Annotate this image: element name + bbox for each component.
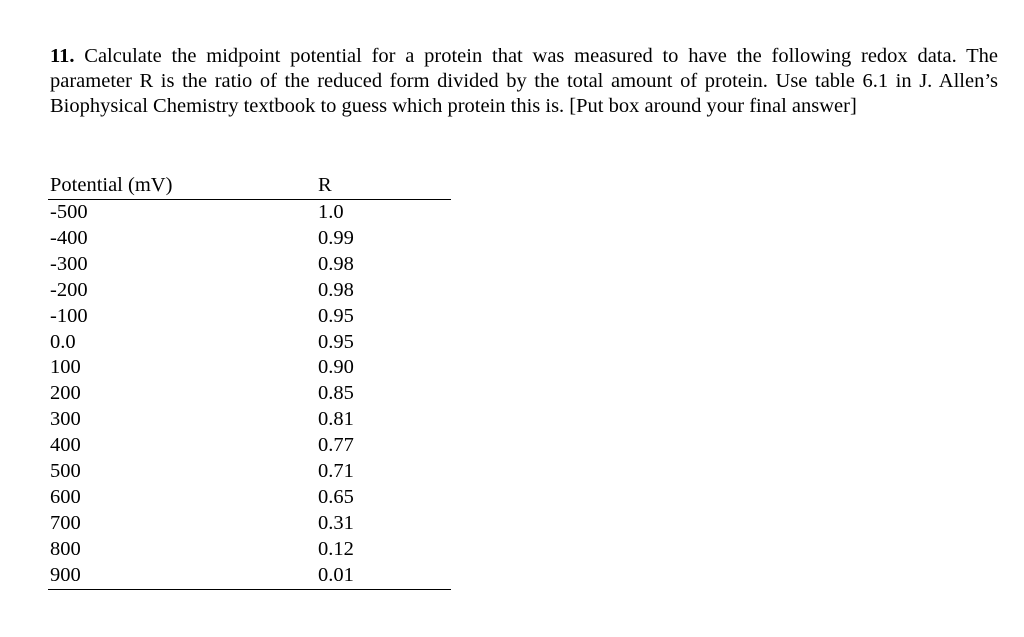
question-number: 11. xyxy=(50,45,75,67)
r-cell: 0.12 xyxy=(318,537,354,560)
table-row xyxy=(48,330,451,356)
potential-cell: -500 xyxy=(50,201,88,223)
r-cell: 0.71 xyxy=(318,460,354,483)
potential-cell: 900 xyxy=(48,563,318,589)
potential-cell: -400 xyxy=(50,226,88,249)
r-cell: 0.95 xyxy=(318,330,354,353)
redox-data-table xyxy=(48,172,451,590)
table-row xyxy=(48,226,451,252)
r-cell: 0.85 xyxy=(318,382,354,405)
r-cell: 0.99 xyxy=(318,226,354,249)
potential-cell: 400 xyxy=(50,434,81,457)
question-body: Calculate the midpoint potential for a protein that was measured to have the following redox data. The parameter R is the ratio of the reduced form divided by the total amount of protein. Use table 6.1 in J. Allen’s Biophysical Chemistry textbook to guess which protein this is. [Put box around your final answer] xyxy=(50,45,998,117)
potential-cell: -200 xyxy=(50,278,88,301)
table-row xyxy=(48,511,451,537)
table-row xyxy=(48,459,451,485)
header-r: R xyxy=(318,172,451,200)
r-cell: 0.98 xyxy=(318,278,354,301)
potential-cell: -100 xyxy=(50,304,88,327)
table-row xyxy=(48,355,451,381)
r-cell: 0.01 xyxy=(318,563,451,589)
table-row xyxy=(48,563,451,589)
potential-cell: 800 xyxy=(50,537,81,560)
r-cell: 0.77 xyxy=(318,434,354,457)
table-body xyxy=(48,200,451,590)
r-cell: 0.81 xyxy=(318,408,354,431)
table-row xyxy=(48,433,451,459)
question-text xyxy=(50,44,998,119)
potential-cell: 600 xyxy=(50,485,81,508)
potential-cell: 700 xyxy=(50,511,81,534)
table-row xyxy=(48,485,451,511)
table-row xyxy=(48,278,451,304)
table-row xyxy=(48,304,451,330)
table-header-row xyxy=(48,172,451,200)
r-cell: 0.65 xyxy=(318,485,354,508)
r-cell: 0.98 xyxy=(318,252,354,275)
table-row xyxy=(48,200,451,226)
r-cell: 0.31 xyxy=(318,511,354,534)
potential-cell: 0.0 xyxy=(50,330,76,353)
table-row xyxy=(48,537,451,563)
potential-cell: 200 xyxy=(50,382,81,405)
potential-cell: 100 xyxy=(50,356,81,379)
r-cell: 0.90 xyxy=(318,356,354,379)
r-cell: 1.0 xyxy=(318,201,344,223)
r-cell: 0.95 xyxy=(318,304,354,327)
header-potential: Potential (mV) xyxy=(48,172,318,200)
potential-cell: -300 xyxy=(50,252,88,275)
potential-cell: 300 xyxy=(50,408,81,431)
table-row xyxy=(48,381,451,407)
table-row xyxy=(48,252,451,278)
table-row xyxy=(48,407,451,433)
potential-cell: 500 xyxy=(50,460,81,483)
